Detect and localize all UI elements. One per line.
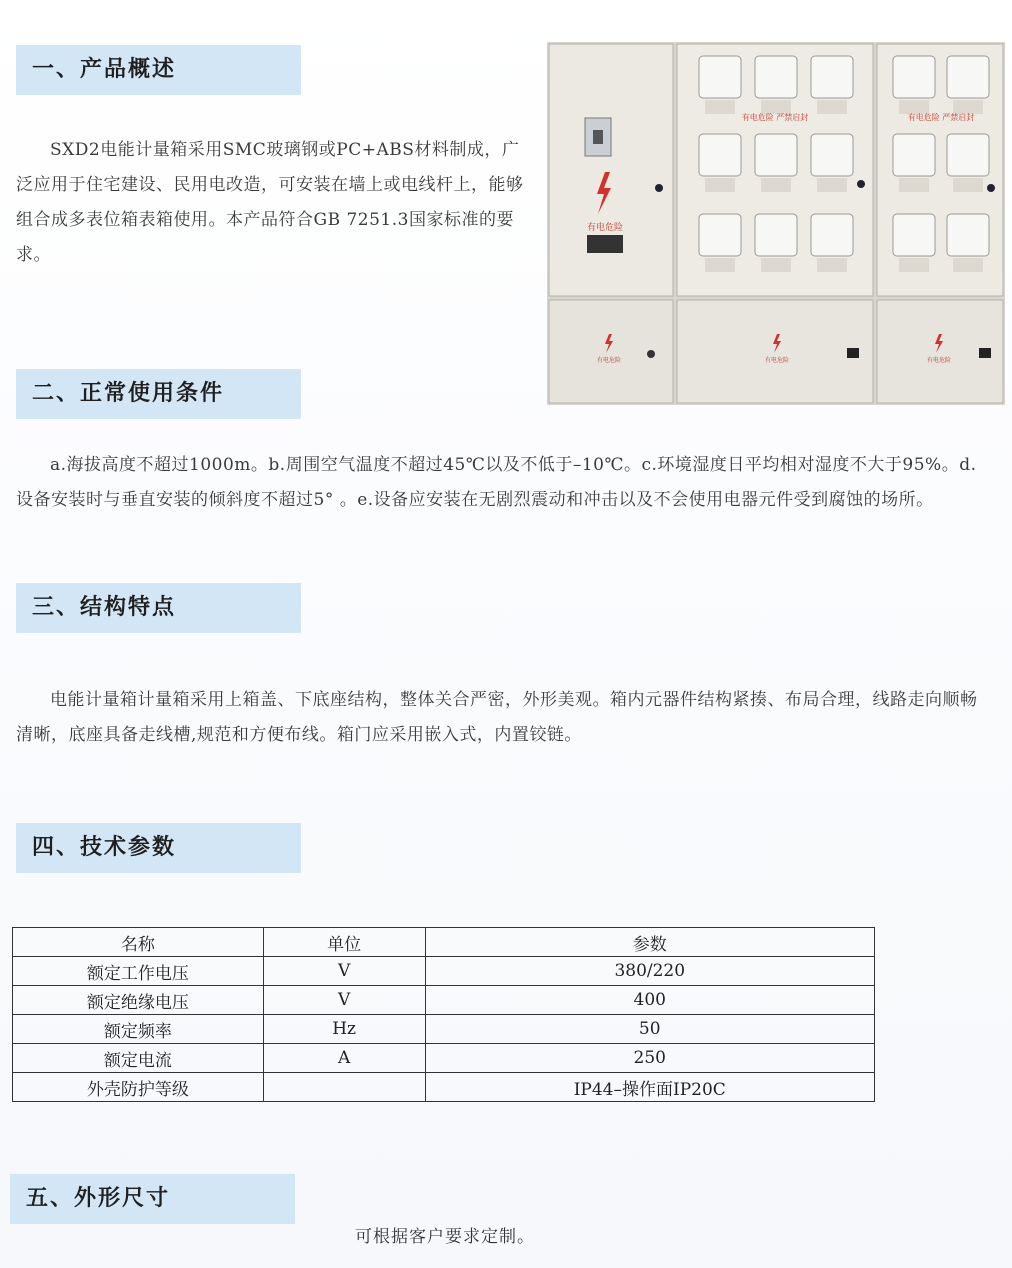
- cell-value: 250: [425, 1044, 875, 1073]
- conditions-text: a.海拔高度不超过1000m。b.周围空气温度不超过45℃以及不低于–10℃。c.环境湿度日平均相对湿度不大于95%。d.设备安装时与垂直安装的倾斜度不超过5° 。e.设备应安装在无剧烈震动和冲击以及不会使用电器元件受到腐蚀的场所。: [16, 455, 977, 510]
- overview-text: SXD2电能计量箱采用SMC玻璃钢或PC+ABS材料制成，广泛应用于住宅建设、民用电改造，可安装在墙上或电线杆上，能够组合成多表位箱表箱使用。本产品符合GB 7251.3国家标准的要求。: [16, 140, 524, 265]
- table-header-row: [13, 928, 875, 957]
- cell-name: 额定绝缘电压: [13, 986, 264, 1015]
- header-value: 参数: [425, 928, 875, 957]
- table-row: [13, 957, 875, 986]
- section-heading-structure: 三、结构特点: [16, 583, 301, 633]
- structure-text: 电能计量箱计量箱采用上箱盖、下底座结构，整体关合严密，外形美观。箱内元器件结构紧揍、布局合理，线路走向顺畅清晰，底座具备走线槽,规范和方便布线。箱门应采用嵌入式，内置铰链。: [16, 690, 978, 745]
- cell-unit: Hz: [263, 1015, 425, 1044]
- cell-unit: [263, 1073, 425, 1102]
- cell-name: 外壳防护等级: [13, 1073, 264, 1102]
- cell-value: 50: [425, 1015, 875, 1044]
- cell-name: 额定工作电压: [13, 957, 264, 986]
- cell-value: 400: [425, 986, 875, 1015]
- section-heading-dimensions: 五、外形尺寸: [10, 1174, 295, 1224]
- warning-label-text: 有电危险: [586, 223, 624, 233]
- cell-unit: A: [263, 1044, 425, 1073]
- section-heading-overview: 一、产品概述: [16, 45, 301, 95]
- header-unit: 单位: [263, 928, 425, 957]
- metering-cabinet-photo: [547, 42, 1005, 405]
- dimensions-text: 可根据客户要求定制。: [355, 1227, 535, 1247]
- cell-value: IP44–操作面IP20C: [425, 1073, 875, 1102]
- lower-warning-right: 有电危险: [926, 357, 952, 364]
- lower-warning-left: 有电危险: [596, 357, 622, 364]
- spec-table: [12, 927, 875, 1102]
- table-row: [13, 1015, 875, 1044]
- cell-value: 380/220: [425, 957, 875, 986]
- cell-unit: V: [263, 986, 425, 1015]
- table-row: [13, 1073, 875, 1102]
- header-name: 名称: [13, 928, 264, 957]
- seal-label-middle: 有电危险 严禁启封: [741, 113, 809, 122]
- seal-label-right: 有电危险 严禁启封: [907, 113, 975, 122]
- table-row: [13, 1044, 875, 1073]
- section-heading-conditions: 二、正常使用条件: [16, 369, 301, 419]
- table-row: [13, 986, 875, 1015]
- cell-unit: V: [263, 957, 425, 986]
- section-heading-specs: 四、技术参数: [16, 823, 301, 873]
- lower-warning-middle: 有电危险: [764, 357, 790, 364]
- cell-name: 额定频率: [13, 1015, 264, 1044]
- cell-name: 额定电流: [13, 1044, 264, 1073]
